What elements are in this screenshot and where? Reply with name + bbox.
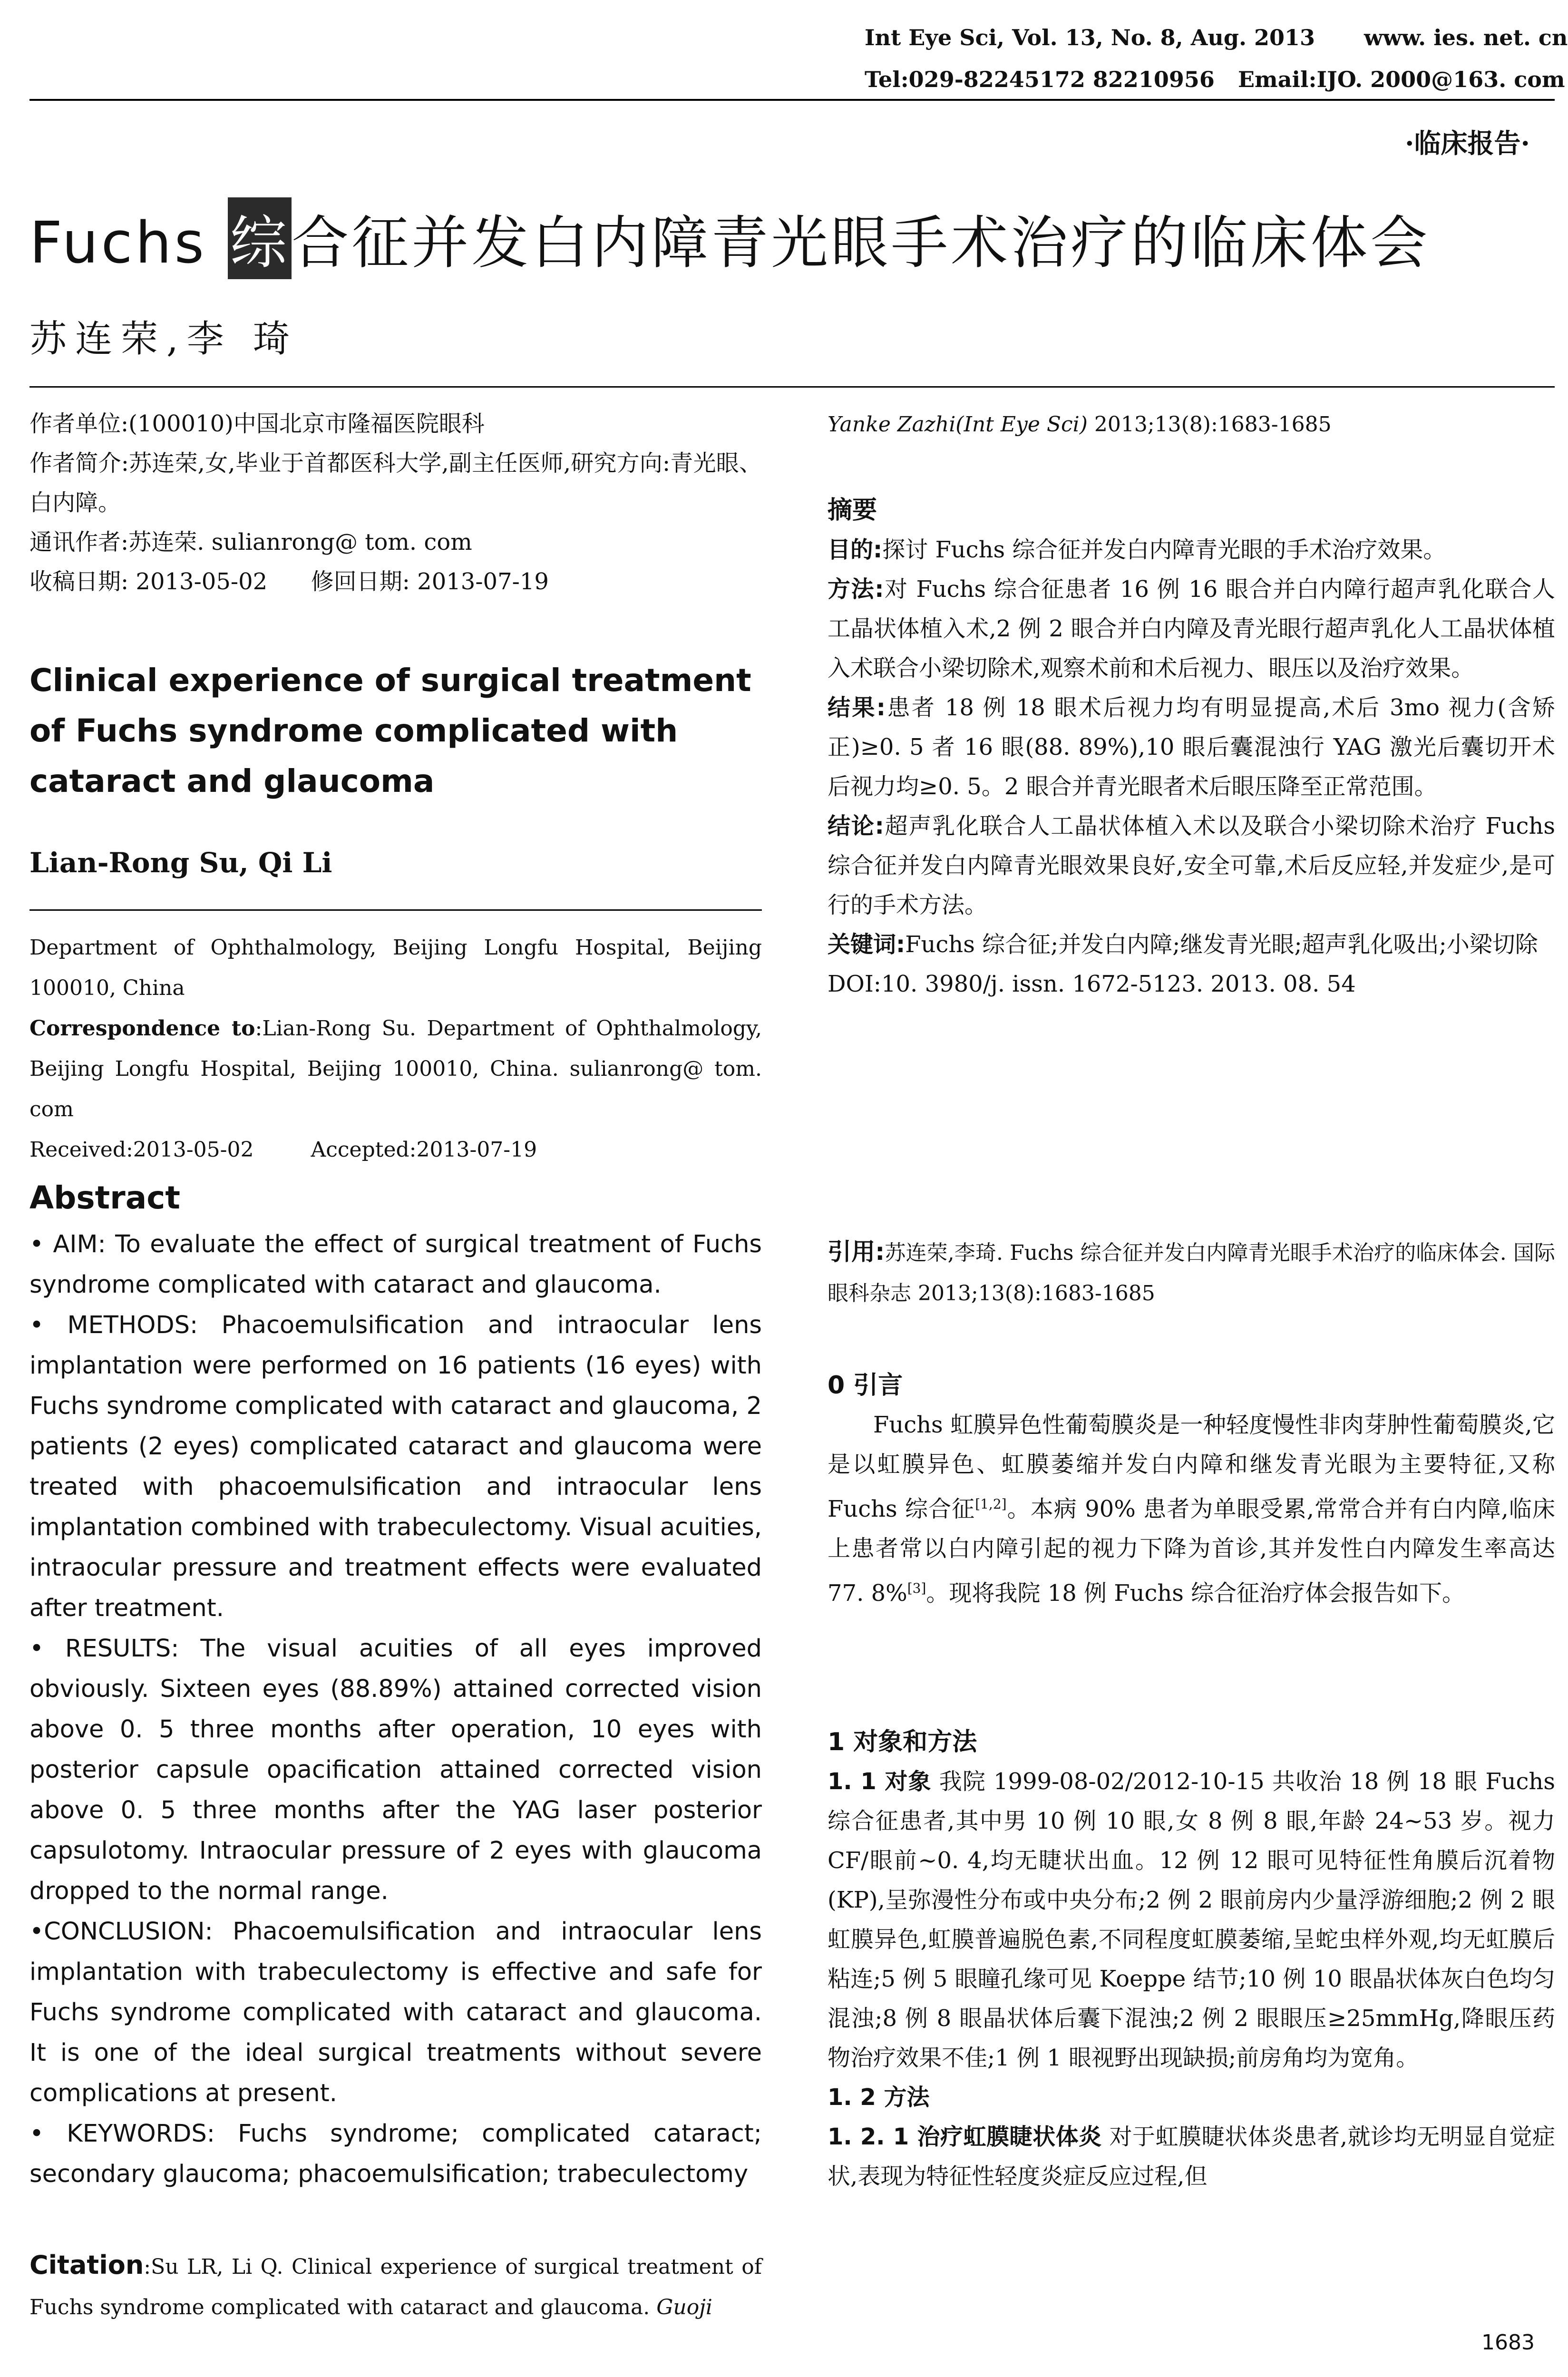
english-title: Clinical experience of surgical treatment of Fuchs syndrome complicated with cataract and glaucoma <box>29 662 751 799</box>
right-journal-cite: Yanke Zazhi(Int Eye Sci) 2013;13(8):1683-1685 <box>828 412 1332 437</box>
cn-keywords: 关键词:Fuchs 综合征;并发白内障;继发青光眼;超声乳化吸出;小梁切除 <box>828 931 1538 958</box>
cn-abstract-heading: 摘要 <box>828 496 877 525</box>
intro-body <box>828 1405 1555 1613</box>
cn-abstract-body <box>828 530 1555 1004</box>
affiliation-dept: Department of Ophthalmology, Beijing Longfu Hospital, Beijing 100010, China <box>29 935 762 1000</box>
journal-tel: Tel:029-82245172 82210956 <box>865 67 1215 92</box>
citation-en: Citation:Su LR, Li Q. Clinical experience of surgical treatment of Fuchs syndrome complicated with cataract and glaucoma. Guoji <box>29 2250 762 2319</box>
sub11-paragraph: 1. 1 对象 我院 1999-08-02/2012-10-15 共收治 18 例 18 眼 Fuchs 综合征患者,其中男 10 例 10 眼,女 8 例 8 眼,年龄 24~53 岁。视力 CF/眼前~0. 4,均无睫状出血。12 例 12 眼可见特征性角膜后沉着物(KP),呈弥漫性分布或中央分布;2 例 2 眼前房内少量浮游细胞;2 例 2 眼虹膜异色,虹膜普遍脱色素,不同程度虹膜萎缩,呈蛇虫样外观,均无虹膜后粘连;5 例 5 眼瞳孔缘可见 Koeppe 结节;10 例 10 眼晶状体灰白色均匀混浊;8 例 8 眼晶状体后囊下混浊;2 例 2 眼眼压≥25mmHg,降眼压药物治疗效果不佳;1 例 1 眼视野出现缺损;前房角均为宽角。 <box>828 1768 1555 2071</box>
cn-results: 结果:患者 18 例 18 眼术后视力均有明显提高,术后 3mo 视力(含矫正)≥0. 5 者 16 眼(88. 89%),10 眼后囊混浊行 YAG 激光后囊切开术后视力均≥0. 5。2 眼合并青光眼者术后眼压降至正常范围。 <box>828 694 1555 800</box>
cn-conclusion: 结论:超声乳化联合人工晶状体植入术以及联合小梁切除术治疗 Fuchs 综合征并发白内障青光眼效果良好,安全可靠,术后反应轻,并发症少,是可行的手术方法。 <box>828 813 1555 918</box>
accepted-date: Accepted:2013-07-19 <box>311 1138 537 1162</box>
abstract-results: • RESULTS: The visual acuities of all eyes improved obviously. Sixteen eyes (88.89%) attained corrected vision above 0. 5 three months after operation, 10 eyes with posterior capsule opacification attained corrected vision above 0. 5 three months after the YAG laser posterior capsulotomy. Intraocular pressure of 2 eyes with glaucoma dropped to the normal range. <box>29 1635 762 1905</box>
title-prefix: Fuchs <box>29 210 228 276</box>
page-number: 1683 <box>1481 2330 1535 2355</box>
abstract-body <box>29 1224 762 2194</box>
abstract-keywords: • KEYWORDS: Fuchs syndrome; complicated cataract; secondary glaucoma; phacoemulsification; trabeculectomy <box>29 2120 762 2188</box>
section-label: ·临床报告· <box>1405 128 1530 159</box>
cn-doi: DOI:10. 3980/j. issn. 1672-5123. 2013. 08. 54 <box>828 971 1356 997</box>
title-rule <box>29 386 1555 388</box>
received-date: Received:2013-05-02 <box>29 1138 254 1162</box>
cn-methods: 方法:对 Fuchs 综合征患者 16 例 16 眼合并白内障行超声乳化联合人工晶状体植入术,2 例 2 眼合并白内障及青光眼行超声乳化人工晶状体植入术联合小梁切除术,观察术前和术后视力、眼压以及治疗效果。 <box>828 576 1555 682</box>
journal-email: Email:IJO. 2000@163. com <box>1238 67 1565 92</box>
title-rest: 合征并发白内障青光眼手术治疗的临床体会 <box>292 210 1431 276</box>
authors-cn: 苏连荣,李 琦 <box>29 318 299 360</box>
meta-unit: 作者单位:(100010)中国北京市隆福医院眼科 <box>29 410 485 437</box>
authors-rule <box>29 909 762 911</box>
journal-info: Int Eye Sci, Vol. 13, No. 8, Aug. 2013 <box>865 25 1315 50</box>
affiliation-correspondence: Correspondence to:Lian-Rong Su. Department of Ophthalmology, Beijing Longfu Hospital, Beijing 100010, China. sulianrong@ tom. com <box>29 1016 762 1121</box>
header-rule <box>29 99 1555 101</box>
section1-heading: 1 对象和方法 <box>828 1728 977 1756</box>
abstract-heading: Abstract <box>29 1179 180 1216</box>
sub121-paragraph: 1. 2. 1 治疗虹膜睫状体炎 对于虹膜睫状体炎患者,就诊均无明显自觉症状,表现为特征性轻度炎症反应过程,但 <box>828 2124 1555 2190</box>
intro-paragraph: Fuchs 虹膜异色性葡萄膜炎是一种轻度慢性非肉芽肿性葡萄膜炎,它是以虹膜异色、虹膜萎缩并发白内障和继发青光眼为主要特征,又称 Fuchs 综合征[1,2]。本病 90% 患者为单眼受累,常常合并有白内障,临床上患者常以白内障引起的视力下降为首诊,其并发性白内障发生率高达 77. 8%[3]。现将我院 18 例 Fuchs 综合征治疗体会报告如下。 <box>828 1412 1555 1607</box>
title-boxed-char: 综 <box>228 197 292 279</box>
meta-dates: 收稿日期: 2013-05-02 修回日期: 2013-07-19 <box>29 568 549 595</box>
page-title <box>29 197 1430 279</box>
english-authors: Lian-Rong Su, Qi Li <box>29 847 332 879</box>
sub12-heading: 1. 2 方法 <box>828 2084 930 2111</box>
affiliation-dates <box>29 1130 762 1170</box>
cn-aim: 目的:探讨 Fuchs 综合征并发白内障青光眼的手术治疗效果。 <box>828 536 1446 563</box>
abstract-aim: • AIM: To evaluate the effect of surgical treatment of Fuchs syndrome complicated with cataract and glaucoma. <box>29 1230 762 1299</box>
meta-corr: 通讯作者:苏连荣. sulianrong@ tom. com <box>29 529 472 555</box>
abstract-conclusion: •CONCLUSION: Phacoemulsification and intraocular lens implantation with trabeculectomy is effective and safe for Fuchs syndrome complicated with cataract and glaucoma. It is one of the ideal surgical treatments without severe complications at present. <box>29 1918 762 2107</box>
abstract-methods: • METHODS: Phacoemulsification and intraocular lens implantation were performed on 16 patients (16 eyes) with Fuchs syndrome complicated with cataract and glaucoma, 2 patients (2 eyes) complicated cataract and glaucoma were treated with phacoemulsification and intraocular lens implantation combined with trabeculectomy. Visual acuities, intraocular pressure and treatment effects were evaluated after treatment. <box>29 1311 762 1622</box>
affiliation-block <box>29 927 762 1170</box>
journal-website: www. ies. net. cn <box>1364 25 1568 50</box>
intro-heading: 0 引言 <box>828 1371 903 1400</box>
left-meta <box>29 404 762 602</box>
section1-body <box>828 1762 1555 2196</box>
meta-bio: 作者简介:苏连荣,女,毕业于首都医科大学,副主任医师,研究方向:青光眼、白内障。 <box>29 450 762 516</box>
citation-cn: 引用:苏连荣,李琦. Fuchs 综合征并发白内障青光眼手术治疗的临床体会. 国际眼科杂志 2013;13(8):1683-1685 <box>828 1238 1555 1305</box>
